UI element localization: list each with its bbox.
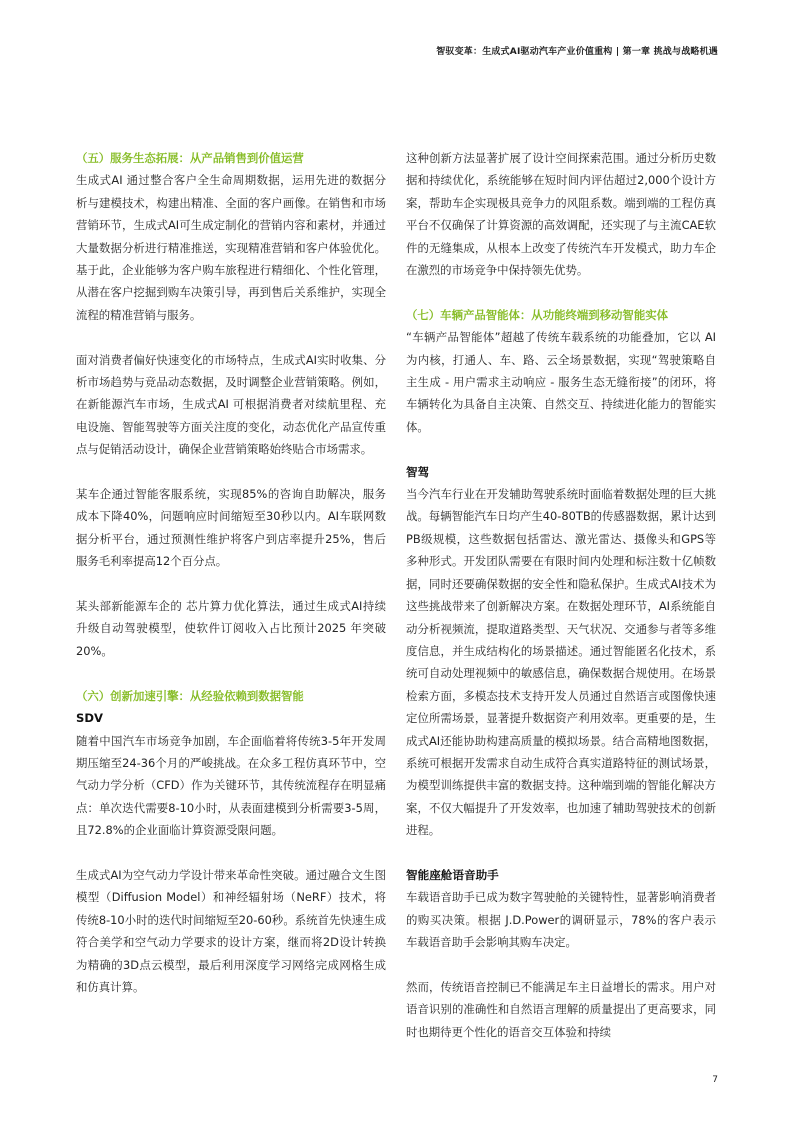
paragraph: 某头部新能源车企的 芯片算力优化算法，通过生成式AI持续升级自动驾驶模型，使软件订阅收入占比预计2025 年突破 20%。 xyxy=(76,599,386,658)
subsection-heading-voice-assistant: 智能座舱语音助手 xyxy=(406,867,499,882)
right-column xyxy=(406,147,716,1043)
paragraph: 生成式AI 通过整合客户全生命周期数据，运用先进的数据分析与建模技术，构建出精准、全面的客户画像。在销售和市场营销环节，生成式AI可生成定制化的营销内容和素材，并通过大量数据分析进行精准推送，实现精准营销和客户体验优化。基于此，企业能够为客户购车旅程进行精细化、个性化管理，从潜在客户挖掘到购车决策引导，再到售后关系维护，实现全流程的精准营销与服务。 xyxy=(76,173,386,322)
section-heading-innovation-engine: （六）创新加速引擎：从经验依赖到数据智能 xyxy=(76,688,304,703)
subsection-heading-smart-driving: 智驾 xyxy=(406,464,430,479)
page-header: 智驭变革：生成式AI驱动汽车产业价值重构 | 第一章 挑战与战略机遇 xyxy=(436,47,718,57)
paragraph: 然而，传统语音控制已不能满足车主日益增长的需求。用户对语音识别的准确性和自然语言理解的质量提出了更高要求，同时也期待更个性化的语音交互体验和持续 xyxy=(406,979,716,1039)
section-heading-vehicle-agent: （七）车辆产品智能体：从功能终端到移动智能实体 xyxy=(406,307,668,322)
paragraph: 随着中国汽车市场竞争加剧，车企面临着将传统3-5年开发周期压缩至24-36个月的严峻挑战。在众多工程仿真环节中，空气动力学分析（CFD）作为关键环节，其传统流程存在明显痛点：单次迭代需要8-10小时，从表面建模到分析需要3-5周，且72.8%的企业面临计算资源受限问题。 xyxy=(76,733,386,838)
subsection-heading-sdv: SDV xyxy=(76,711,103,726)
paragraph: 生成式AI为空气动力学设计带来革命性突破。通过融合文生图模型（Diffusion Model）和神经辐射场（NeRF）技术，将传统8-10小时的迭代时间缩短至20-60秒。系统首先快速生成符合美学和空气动力学要求的设计方案，继而将2D设计转换为精确的3D点云模型，最后利用深度学习网络完成网格生成和仿真计算。 xyxy=(76,867,386,994)
page-number: 7 xyxy=(712,1075,718,1085)
paragraph: 这种创新方法显著扩展了设计空间探索范围。通过分析历史数据和持续优化，系统能够在短时间内评估超过2,000个设计方案，帮助车企实现极具竞争力的风阻系数。端到端的工程仿真平台不仅确保了计算资源的高效调配，还实现了与主流CAE软件的无缝集成，从根本上改变了传统汽车开发模式，助力车企在激烈的市场竞争中保持领先优势。 xyxy=(406,151,716,278)
paragraph: 当今汽车行业在开发辅助驾驶系统时面临着数据处理的巨大挑战。每辆智能汽车日均产生40-80TB的传感器数据，累计达到PB级规模，这些数据包括雷达、激光雷达、摄像头和GPS等多种形式。开发团队需要在有限时间内处理和标注数十亿帧数据，同时还要确保数据的安全性和隐私保护。生成式AI技术为这些挑战带来了创新解决方案。在数据处理环节，AI系统能自动分析视频流，提取道路类型、天气状况、交通参与者等多维度信息，并生成结构化的场景描述。通过智能匿名化技术，系统可自动处理视频中的敏感信息，确保数据合规使用。在场景检索方面，多模态技术支持开发人员通过自然语言或图像快速定位所需场景，显著提升数据资产利用效率。更重要的是，生成式AI还能协助构建高质量的模拟场景。结合高精地图数据，系统可根据开发需求自动生成符合真实道路特征的测试场景，为模型训练提供丰富的数据支持。这种端到端的智能化解决方案，不仅大幅提升了开发效率，也加速了辅助驾驶技术的创新进程。 xyxy=(406,487,716,838)
paragraph: 某车企通过智能客服系统，实现85%的咨询自助解决，服务成本下降40%，问题响应时间缩短至30秒以内。AI车联网数据分析平台，通过预测性维护将客户到店率提升25%，售后服务毛利率提高12个百分点。 xyxy=(76,487,386,569)
paragraph: “车辆产品智能体”超越了传统车载系统的功能叠加，它以 AI 为内核，打通人、车、路、云全场景数据，实现“驾驶策略自主生成 - 用户需求主动响应 - 服务生态无缝衔接”的闭环，将车辆转化为具备自主决策、自然交互、持续进化能力的智能实体。 xyxy=(406,330,716,434)
left-column xyxy=(76,147,386,998)
paragraph: 车载语音助手已成为数字驾驶舱的关键特性，显著影响消费者的购买决策。根据 J.D.Power的调研显示，78%的客户表示车载语音助手会影响其购车决定。 xyxy=(406,890,716,950)
section-heading-service-ecosystem: （五）服务生态拓展：从产品销售到价值运营 xyxy=(76,151,304,165)
paragraph: 面对消费者偏好快速变化的市场特点，生成式AI实时收集、分析市场趋势与竞品动态数据，及时调整企业营销策略。例如，在新能源汽车市场，生成式AI 可根据消费者对续航里程、充电设施、智能驾驶等方面关注度的变化，动态优化产品宣传重点与促销活动设计，确保企业营销策略始终贴合市场需求。 xyxy=(76,352,386,457)
